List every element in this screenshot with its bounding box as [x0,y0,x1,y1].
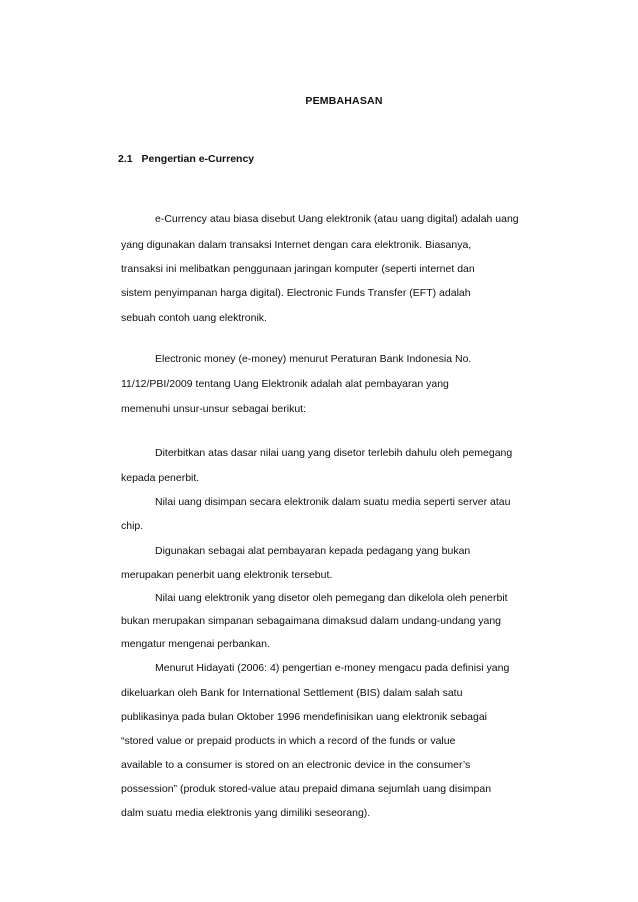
paragraph-line: bukan merupakan simpanan sebagaimana dimaksud dalam undang-undang yang [121,615,502,627]
paragraph-line: sistem penyimpanan harga digital). Electronic Funds Transfer (EFT) adalah [121,287,471,299]
paragraph-line: dalm suatu media elektronis yang dimiliki seseorang). [121,807,371,819]
paragraph-line: kepada penerbit. [121,472,200,484]
paragraph-line: sebuah contoh uang elektronik. [121,312,267,324]
paragraph-line: Diterbitkan atas dasar nilai uang yang disetor terlebih dahulu oleh pemegang [155,447,513,459]
paragraph-line: Digunakan sebagai alat pembayaran kepada pedagang yang bukan [155,545,471,557]
paragraph-line: memenuhi unsur-unsur sebagai berikut: [121,403,307,415]
paragraph-line: yang digunakan dalam transaksi Internet dengan cara elektronik. Biasanya, [121,239,472,251]
section-heading [118,153,254,165]
section-title: Pengertian e-Currency [141,153,255,165]
paragraph-line: possession” (produk stored-value atau prepaid dimana sejumlah uang disimpan [121,783,492,795]
paragraph-line: dikeluarkan oleh Bank for International Settlement (BIS) dalam salah satu [121,687,463,699]
paragraph-line: transaksi ini melibatkan penggunaan jaringan komputer (seperti internet dan [121,263,475,275]
paragraph-line: Nilai uang disimpan secara elektronik dalam suatu media seperti server atau [155,496,511,508]
paragraph-line: chip. [121,520,144,532]
section-number: 2.1 [118,153,133,165]
paragraph-line: Menurut Hidayati (2006: 4) pengertian e-money mengacu pada definisi yang [155,662,510,674]
paragraph-line: available to a consumer is stored on an electronic device in the consumer’s [121,759,471,771]
paragraph-line: “stored value or prepaid products in which a record of the funds or value [121,735,456,747]
paragraph-line: merupakan penerbit uang elektronik tersebut. [121,569,333,581]
paragraph-line: Nilai uang elektronik yang disetor oleh pemegang dan dikelola oleh penerbit [155,592,508,604]
paragraph-line: publikasinya pada bulan Oktober 1996 mendefinisikan uang elektronik sebagai [121,711,487,723]
page-title: PEMBAHASAN [305,95,383,107]
paragraph-line: e-Currency atau biasa disebut Uang elektronik (atau uang digital) adalah uang [155,213,519,225]
paragraph-line: mengatur mengenai perbankan. [121,638,270,650]
paragraph-line: Electronic money (e-money) menurut Peraturan Bank Indonesia No. [155,353,472,365]
paragraph-line: 11/12/PBI/2009 tentang Uang Elektronik adalah alat pembayaran yang [121,378,449,390]
